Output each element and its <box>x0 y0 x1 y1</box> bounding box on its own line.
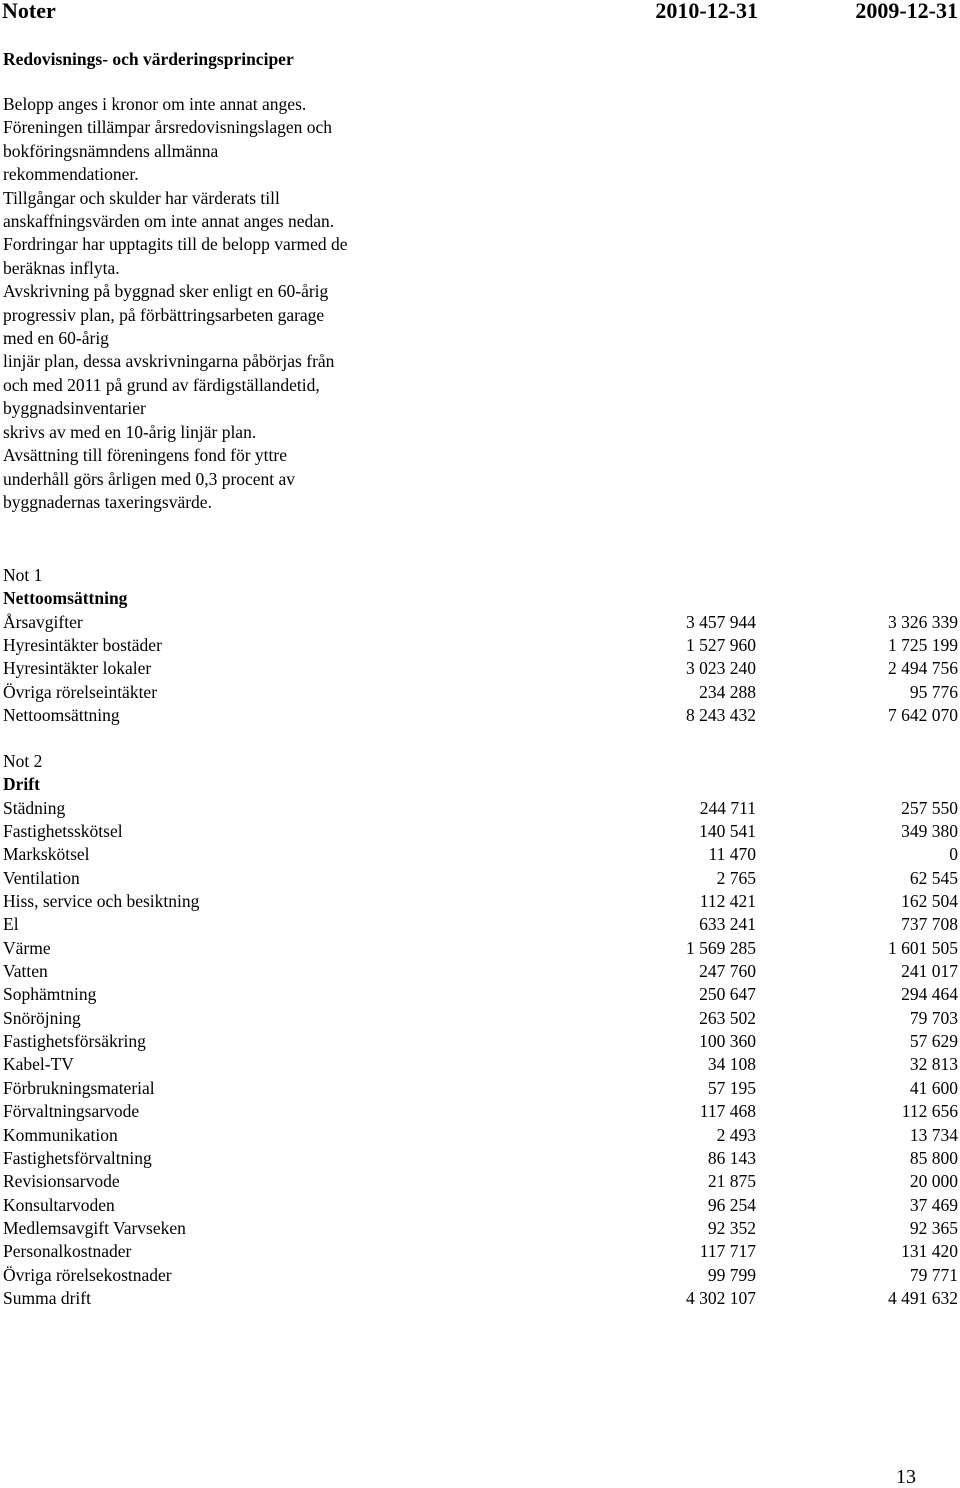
table-row <box>3 1194 960 1217</box>
row-label: Hyresintäkter bostäder <box>3 635 162 656</box>
value-2010: 4 302 107 <box>686 1287 756 1308</box>
value-2009: 41 600 <box>909 1077 958 1098</box>
row-label: Hiss, service och besiktning <box>3 891 200 912</box>
table-row <box>3 983 960 1006</box>
value-2009: 37 469 <box>909 1194 958 1215</box>
row-label: Övriga rörelseintäkter <box>3 681 158 702</box>
table-row <box>3 890 960 913</box>
value-2010: 100 360 <box>699 1031 756 1052</box>
value-2009: 1 725 199 <box>888 635 958 656</box>
principles-line: Avsättning till föreningens fond för yttre <box>3 445 287 466</box>
row-label: Snöröjning <box>3 1007 81 1028</box>
row-label: Markskötsel <box>3 844 90 865</box>
table-row <box>3 843 960 866</box>
value-2009: 7 642 070 <box>888 705 958 726</box>
value-2010: 92 352 <box>707 1217 756 1238</box>
value-2009: 257 550 <box>901 797 958 818</box>
row-label: Medlemsavgift Varvseken <box>3 1217 186 1238</box>
table-row <box>3 1240 960 1263</box>
row-label: Förvaltningsarvode <box>3 1101 140 1122</box>
value-2010: 1 527 960 <box>686 635 756 656</box>
value-2009: 57 629 <box>909 1031 958 1052</box>
principles-line: anskaffningsvärden om inte annat anges nedan. <box>3 211 335 232</box>
value-2010: 57 195 <box>707 1077 756 1098</box>
principles-line: Avskrivning på byggnad sker enligt en 60-årig <box>3 281 329 302</box>
value-2010: 2 493 <box>716 1124 756 1145</box>
principles-line: med en 60-årig <box>3 328 109 349</box>
value-2009: 20 000 <box>909 1171 958 1192</box>
principles-line: Föreningen tillämpar årsredovisningslagen och <box>3 117 333 138</box>
value-2009: 131 420 <box>901 1241 958 1262</box>
row-label: Städning <box>3 797 66 818</box>
value-2010: 250 647 <box>699 984 756 1005</box>
table-row <box>3 1147 960 1170</box>
table-row <box>3 634 960 657</box>
note-1-number: Not 1 <box>3 565 43 585</box>
row-label: Kommunikation <box>3 1124 118 1145</box>
table-row <box>3 1170 960 1193</box>
table-row <box>3 681 960 704</box>
row-label: Fastighetsförsäkring <box>3 1031 146 1052</box>
row-label: Fastighetsskötsel <box>3 821 123 842</box>
value-2009: 241 017 <box>901 961 958 982</box>
table-row <box>3 867 960 890</box>
table-row <box>3 1053 960 1076</box>
principles-line: linjär plan, dessa avskrivningarna påbörjas från <box>3 351 335 372</box>
row-label: Hyresintäkter lokaler <box>3 658 152 679</box>
value-2010: 112 421 <box>699 891 756 912</box>
value-2009: 112 656 <box>901 1101 958 1122</box>
row-label: Summa drift <box>3 1287 91 1308</box>
note-2-title: Drift <box>3 774 40 795</box>
value-2009: 95 776 <box>909 681 958 702</box>
principles-line: skrivs av med en 10-årig linjär plan. <box>3 421 257 442</box>
value-2010: 96 254 <box>707 1194 756 1215</box>
value-2010: 8 243 432 <box>686 705 756 726</box>
value-2010: 34 108 <box>707 1054 756 1075</box>
value-2010: 117 468 <box>699 1101 756 1122</box>
principles-line: byggnadsinventarier <box>3 398 146 419</box>
principles-text <box>3 93 403 514</box>
value-2009: 4 491 632 <box>888 1287 958 1308</box>
header-column-2009: 2009-12-31 <box>855 0 958 23</box>
principles-line: bokföringsnämndens allmänna <box>3 140 219 161</box>
table-row <box>3 657 960 680</box>
note-2-section <box>3 750 960 1310</box>
table-row <box>3 704 960 727</box>
row-label: Nettoomsättning <box>3 705 120 726</box>
value-2009: 162 504 <box>901 891 958 912</box>
note-2-number: Not 2 <box>3 751 43 771</box>
row-label: Värme <box>3 937 51 958</box>
header-column-2010: 2010-12-31 <box>655 0 758 23</box>
row-label: Årsavgifter <box>3 611 83 632</box>
notes-header <box>0 0 960 26</box>
table-row <box>3 1124 960 1147</box>
value-2009: 62 545 <box>909 867 958 888</box>
principles-line: Belopp anges i kronor om inte annat anges. <box>3 94 307 114</box>
page-number: 13 <box>896 1466 916 1488</box>
row-label: Revisionsarvode <box>3 1171 120 1192</box>
principles-line: byggnadernas taxeringsvärde. <box>3 491 212 512</box>
value-2010: 247 760 <box>699 961 756 982</box>
note-1-section <box>3 564 960 727</box>
row-label: Fastighetsförvaltning <box>3 1147 152 1168</box>
value-2010: 2 765 <box>716 867 756 888</box>
principles-line: underhåll görs årligen med 0,3 procent av <box>3 468 296 489</box>
value-2009: 349 380 <box>901 821 958 842</box>
value-2010: 234 288 <box>699 681 756 702</box>
header-title: Noter <box>2 0 56 23</box>
table-row <box>3 960 960 983</box>
value-2010: 3 023 240 <box>686 658 756 679</box>
table-row <box>3 820 960 843</box>
table-row <box>3 1077 960 1100</box>
principles-line: beräknas inflyta. <box>3 257 120 278</box>
value-2010: 117 717 <box>699 1241 756 1262</box>
value-2009: 0 <box>949 844 958 865</box>
value-2010: 140 541 <box>699 821 756 842</box>
table-row <box>3 1217 960 1240</box>
value-2009: 32 813 <box>909 1054 958 1075</box>
value-2010: 633 241 <box>699 914 756 935</box>
value-2010: 21 875 <box>707 1171 756 1192</box>
table-row <box>3 1287 960 1310</box>
principles-line: rekommendationer. <box>3 164 139 185</box>
row-label: El <box>3 914 19 935</box>
row-label: Övriga rörelsekostnader <box>3 1264 172 1285</box>
principles-line: progressiv plan, på förbättringsarbeten garage <box>3 304 325 325</box>
table-row <box>3 1007 960 1030</box>
value-2009: 294 464 <box>901 984 958 1005</box>
table-row <box>3 1100 960 1123</box>
value-2009: 13 734 <box>909 1124 958 1145</box>
row-label: Förbrukningsmaterial <box>3 1077 155 1098</box>
principles-title: Redovisnings- och värderingsprinciper <box>3 49 294 69</box>
principles-line: Tillgångar och skulder har värderats till <box>3 187 280 208</box>
principles-line: Fordringar har upptagits till de belopp varmed de <box>3 234 348 255</box>
value-2009: 2 494 756 <box>888 658 958 679</box>
value-2009: 3 326 339 <box>888 611 958 632</box>
row-label: Sophämtning <box>3 984 97 1005</box>
row-label: Ventilation <box>3 867 80 888</box>
value-2009: 737 708 <box>901 914 958 935</box>
value-2009: 79 703 <box>909 1007 958 1028</box>
row-label: Personalkostnader <box>3 1241 132 1262</box>
value-2010: 86 143 <box>707 1147 756 1168</box>
table-row <box>3 1264 960 1287</box>
value-2010: 11 470 <box>708 844 756 865</box>
row-label: Kabel-TV <box>3 1054 74 1075</box>
value-2010: 263 502 <box>699 1007 756 1028</box>
row-label: Konsultarvoden <box>3 1194 115 1215</box>
table-row <box>3 937 960 960</box>
value-2009: 92 365 <box>909 1217 958 1238</box>
value-2010: 244 711 <box>699 797 756 818</box>
value-2009: 79 771 <box>909 1264 958 1285</box>
value-2010: 1 569 285 <box>686 937 756 958</box>
table-row <box>3 611 960 634</box>
table-row <box>3 913 960 936</box>
value-2010: 99 799 <box>707 1264 756 1285</box>
value-2010: 3 457 944 <box>686 611 756 632</box>
note-1-title: Nettoomsättning <box>3 588 128 609</box>
value-2009: 1 601 505 <box>888 937 958 958</box>
table-row <box>3 797 960 820</box>
table-row <box>3 1030 960 1053</box>
principles-line: och med 2011 på grund av färdigställandetid, <box>3 374 320 395</box>
value-2009: 85 800 <box>909 1147 958 1168</box>
row-label: Vatten <box>3 961 48 982</box>
